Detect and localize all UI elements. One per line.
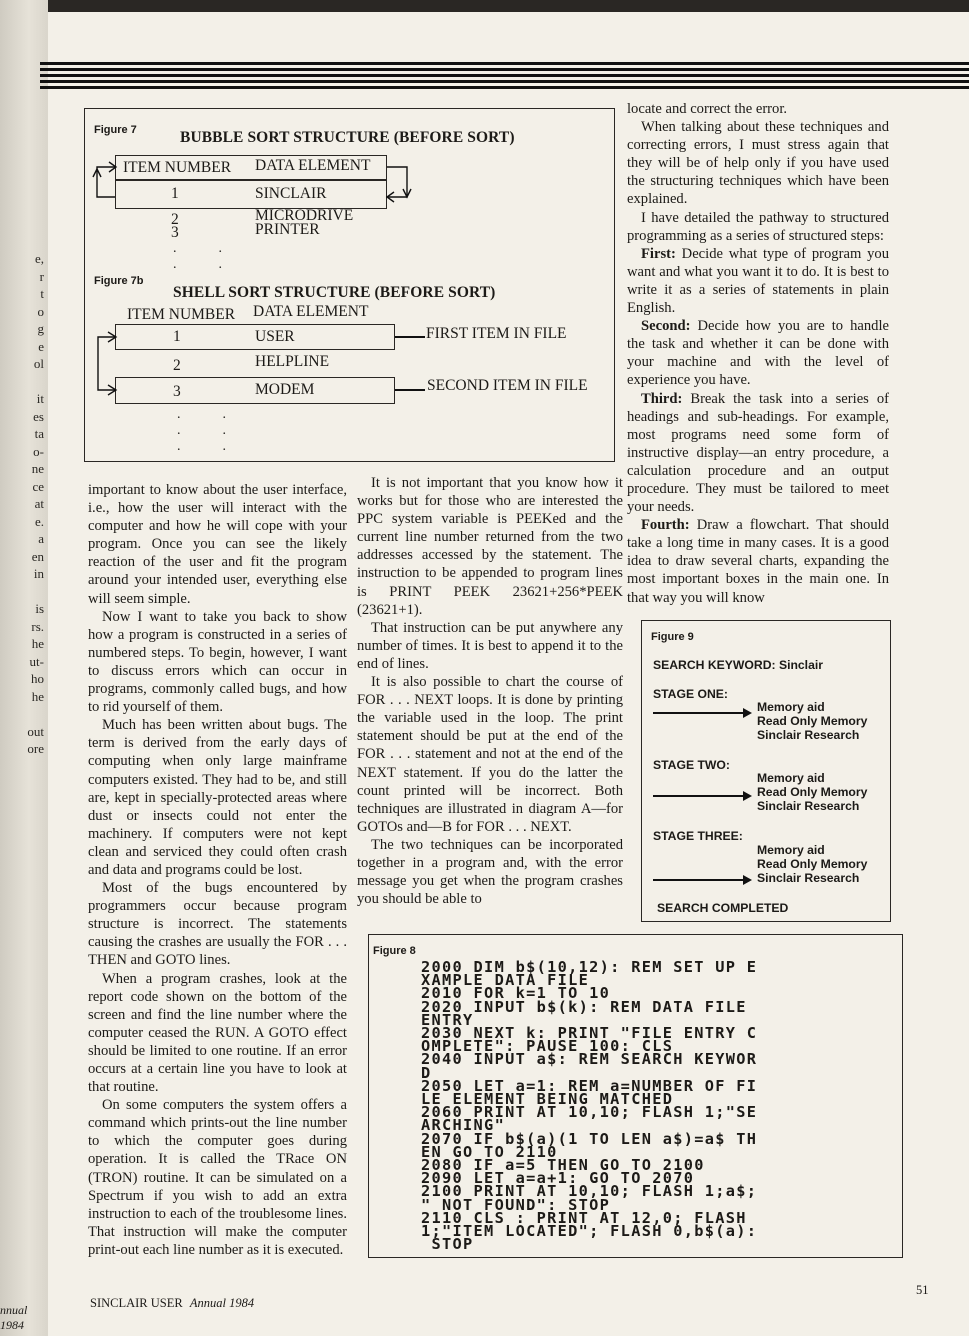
bubble-swap-arrows (85, 149, 616, 219)
col3-paragraph-2: When talking about these techniques and correcting errors, I must stress again that they will be of help only if you have used the structuring techniques which have been explained. (627, 119, 889, 208)
bubble-continuation-dots: . . . . (173, 241, 222, 272)
stage-three-item-2: Read Only Memory (757, 857, 868, 871)
shell-swap-arrows (85, 324, 145, 404)
shell-row3-data: MODEM (255, 381, 315, 398)
stage-two-item-2: Read Only Memory (757, 785, 868, 799)
shell-header-item: ITEM NUMBER (127, 306, 236, 323)
bubble-header-item: ITEM NUMBER (123, 159, 232, 176)
stage-two-label: STAGE TWO: (653, 758, 730, 772)
header-rules (40, 62, 969, 96)
step-1-heading: First: (641, 245, 676, 262)
figure-9-box (641, 620, 891, 922)
stage-one-label: STAGE ONE: (653, 687, 728, 701)
step-4-text: Draw a flowchart. That should take a long time in many cases. It is a good idea to draw several charts, expanding the most important boxes in the main one. In that way you will know (627, 517, 889, 606)
stage-two-item-3: Sinclair Research (757, 799, 860, 813)
col3-paragraph-1: locate and correct the error. (627, 101, 788, 117)
article-column-2 (357, 474, 623, 908)
col3-step-4 (627, 516, 889, 606)
stage-two-item-1: Memory aid (757, 771, 825, 785)
col2-paragraph-1: It is not important that you know how it works but for those who are interested the PPC system variable is PEEKed and the current line number returned from the two addresses accessed by the statement. The instruction to be appended to program lines is PRINT PEEK 23621+256*PEEK (23621+1). (357, 475, 623, 618)
stage-three-item-1: Memory aid (757, 843, 825, 857)
step-3-text: Break the task into a series of headings and sub-headings. For example, most programs need some form of instructive display—an entry procedure, a calculation procedure and an output procedure. They must be tailored to meet your needs. (627, 390, 889, 516)
col3-paragraph-3: I have detailed the pathway to structured programming as a series of structured steps: (627, 209, 889, 244)
col1-paragraph-5: When a program crashes, look at the report code shown on the bottom of the screen and find the line number where the computer ceased the RUN. A GOTO effect should be limited to one routine. If an error occurs at a certain line you have to look at that routine. (88, 970, 347, 1096)
basic-program-listing: 2000 DIM b$(10,12): REM SET UP E XAMPLE DATA FILE 2010 FOR k=1 TO 10 2020 INPUT b$(k): REM DATA FILE ENTRY 2030 NEXT k: PRINT "FILE ENTRY C OMPLETE": PAUSE 100: CLS 2040 INPUT a$: REM SEARCH KEYWOR D 2050 LET a=1: REM a=NUMBER OF FI LE ELEMENT BEING MATCHED 2060 PRINT AT 10,10; FLASH 1;"SE ARCHING" 2070 IF b$(a)(1 TO LEN a$)=a$ TH EN GO TO 2110 2080 IF a=5 THEN GO TO 2100 2090 LET a=a+1: GO TO 2070 2100 PRINT AT 10,10; FLASH 1;a$; " NOT FOUND": STOP 2110 CLS : PRINT AT 12,0; FLASH 1;"ITEM LOCATED"; FLASH 0,b$(a): STOP (421, 958, 758, 1254)
bubble-row2-num: 2 (171, 211, 179, 228)
col1-paragraph-6: On some computers the system offers a command which prints-out the line number to which the computer goes during operation. It is called the TRace ON (TRON) routine. It can be simulated on a Spectrum if you wish to add an extra instruction to each of the troublesome lines. That instruction will make the computer print-out each line number as it is executed. (88, 1097, 347, 1258)
article-column-3 (627, 100, 889, 607)
shell-row1-num: 1 (173, 328, 181, 345)
stage-one-item-3: Sinclair Research (757, 728, 860, 742)
article-column-1 (88, 481, 347, 1259)
col2-paragraph-4: The two techniques can be incorporated together in a program and, with the error message you get when the program crashes you should be able to (357, 836, 623, 908)
bubble-row1-num: 1 (171, 185, 179, 202)
stage-one-item-1: Memory aid (757, 700, 825, 714)
shell-row3-num: 3 (173, 383, 181, 400)
col1-paragraph-1: important to know about the user interface, i.e., how the user will interact with the computer and how he will cope with your program. Once you can see the likely reaction of the user and fit the program around your intended user, everything else will seem simple. (88, 482, 347, 607)
stage-three-label: STAGE THREE: (653, 829, 743, 843)
shell-continuation-dots: . . . . . . (177, 407, 226, 454)
figure-9-label: Figure 9 (651, 631, 694, 643)
stage-two-arrow (653, 795, 750, 797)
figure-7-label: Figure 7 (94, 124, 137, 136)
top-edge (0, 0, 969, 12)
col3-step-1 (627, 245, 889, 317)
footer-issue: Annual 1984 (189, 1296, 255, 1310)
stage-three-arrow (653, 879, 750, 881)
col1-paragraph-3: Much has been written about bugs. The term is derived from the early days of computing when only large mainframe computers existed. They had to be, and still are, kept in specially-protected areas where dust or insects could not enter the machinery. If computers were not kept clean and serviced they could often crash and data and programs could be lost. (88, 717, 347, 878)
shell-header-data: DATA ELEMENT (253, 303, 369, 320)
shell-row1-data: USER (255, 328, 295, 345)
footer-magazine (90, 1296, 254, 1311)
col1-paragraph-4: Most of the bugs encountered by programmers occur because program structure is incorrect. The statements causing the crashes are usually the FOR . . . THEN and GOTO lines. (88, 880, 347, 969)
step-4-heading: Fourth: (641, 517, 690, 534)
bubble-header-data: DATA ELEMENT (255, 157, 371, 174)
bubble-row3-data: PRINTER (255, 221, 320, 238)
step-3-heading: Third: (641, 390, 683, 407)
figure-7-box (84, 108, 615, 462)
figure-7b-title: SHELL SORT STRUCTURE (BEFORE SORT) (173, 284, 496, 301)
first-item-pointer (395, 336, 425, 338)
bubble-row3-num: 3 (171, 224, 179, 241)
bubble-row1-data: SINCLAIR (255, 185, 327, 202)
figure-7b-label: Figure 7b (94, 275, 144, 287)
second-item-pointer (395, 389, 425, 391)
stage-one-item-2: Read Only Memory (757, 714, 868, 728)
col1-paragraph-2: Now I want to take you back to show how a program is constructed in a series of numbered steps. To begin, however, I want to discuss errors which can occur in programs, commonly called bugs, and how to rid yourself of them. (88, 608, 347, 716)
search-keyword: SEARCH KEYWORD: Sinclair (653, 658, 823, 672)
col2-paragraph-3: It is also possible to chart the course of FOR . . . NEXT loops. It is done by printing the variable used in the loop. The print statement should be put at the end of the FOR . . . statement and not at the end of the NEXT statement. If you do the latter the count printed will be incorrect. Both techniques are illustrated in diagram A—for GOTOs and—B for FOR . . . NEXT. (357, 674, 623, 835)
page-number: 51 (916, 1283, 929, 1297)
shell-row2-num: 2 (173, 357, 181, 374)
search-completed: SEARCH COMPLETED (657, 901, 789, 915)
stage-one-arrow (653, 712, 750, 714)
first-item-note: FIRST ITEM IN FILE (426, 325, 567, 342)
second-item-note: SECOND ITEM IN FILE (427, 377, 588, 394)
col3-step-3 (627, 390, 889, 517)
step-1-text: Decide what type of program you want and what you want it to do. It is best to write it as a series of statements in plain English. (627, 245, 889, 317)
left-page-strip (0, 0, 48, 1336)
left-page-text-fragments: e, r t o g e ol it es ta o- ne ce at e. a en in is rs. he ut- ho he out ore (27, 251, 44, 756)
figure-7-title: BUBBLE SORT STRUCTURE (BEFORE SORT) (180, 129, 515, 146)
step-2-text: Decide how you are to handle the task and whether it can be done with your machine and with the level of experience you have. (627, 318, 889, 389)
footer-magazine-name: SINCLAIR USER (90, 1296, 183, 1310)
figure-8-box (368, 934, 903, 1258)
bubble-row2-data: MICRODRIVE (255, 207, 354, 224)
col3-step-2 (627, 317, 889, 389)
stage-three-item-3: Sinclair Research (757, 871, 860, 885)
col2-paragraph-2: That instruction can be put anywhere any number of times. It is best to append it to the end of lines. (357, 619, 623, 672)
step-2-heading: Second: (641, 318, 691, 335)
figure-8-label: Figure 8 (373, 945, 416, 957)
left-page-footer: nnual 1984 (0, 1303, 28, 1332)
shell-row2-data: HELPLINE (255, 353, 330, 370)
